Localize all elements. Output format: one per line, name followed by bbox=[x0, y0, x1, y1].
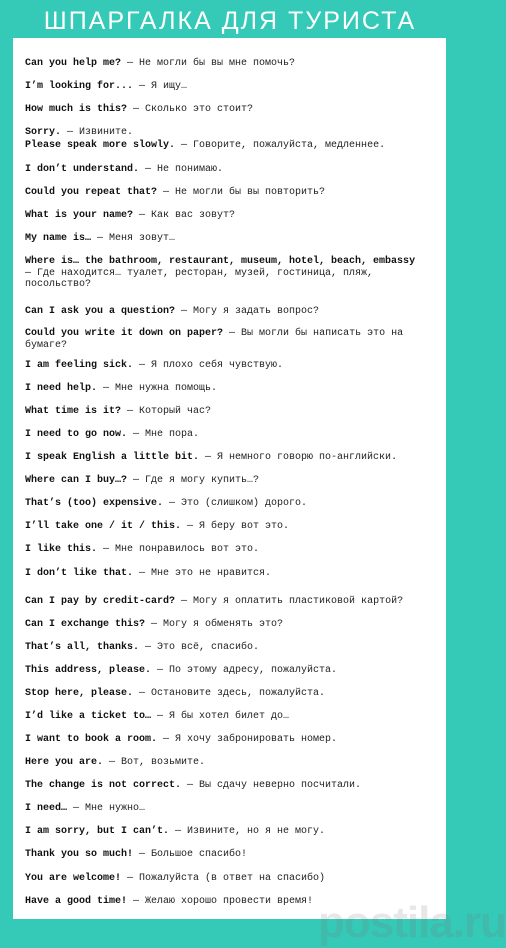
phrase-russian: — Не понимаю. bbox=[139, 164, 224, 175]
phrase-english: I’ll take one / it / this. bbox=[25, 521, 182, 532]
phrase-russian: — Как вас зовут? bbox=[133, 210, 236, 221]
phrase-english: I want to book a room. bbox=[25, 734, 158, 745]
phrase-english: Here you are. bbox=[25, 757, 104, 768]
phrase-russian: — Не могли бы вы повторить? bbox=[157, 187, 326, 198]
phrase-english: Could you write it down on paper? bbox=[25, 328, 224, 339]
phrase-russian: — Могу я задать вопрос? bbox=[175, 306, 320, 317]
phrase-russian: — Мне понравилось вот это. bbox=[97, 544, 260, 555]
phrase-russian: — Мне пора. bbox=[127, 429, 200, 440]
phrase-item bbox=[25, 711, 425, 723]
phrase-english: I don’t like that. bbox=[25, 568, 134, 579]
phrase-russian: — Могу я обменять это? bbox=[145, 619, 284, 630]
phrase-item bbox=[25, 81, 425, 93]
phrase-russian: — Меня зовут… bbox=[91, 233, 176, 244]
phrase-item bbox=[25, 210, 425, 222]
phrase-russian: — Я немного говорю по-английски. bbox=[199, 452, 398, 463]
phrase-english: Can I pay by credit-card? bbox=[25, 596, 176, 607]
phrase-english: I need help. bbox=[25, 383, 98, 394]
phrase-russian: — Пожалуйста (в ответ на спасибо) bbox=[121, 873, 326, 884]
phrase-english: I like this. bbox=[25, 544, 98, 555]
phrase-item bbox=[25, 896, 425, 908]
phrase-english: Can I exchange this? bbox=[25, 619, 146, 630]
phrase-russian: — По этому адресу, пожалуйста. bbox=[151, 665, 338, 676]
phrase-item bbox=[25, 383, 425, 395]
phrase-russian: — Мне нужно… bbox=[67, 803, 146, 814]
phrase-english: I don’t understand. bbox=[25, 164, 140, 175]
phrase-english: Where can I buy…? bbox=[25, 475, 128, 486]
phrase-russian: — Я беру вот это. bbox=[181, 521, 290, 532]
phrase-item bbox=[25, 849, 425, 861]
phrase-russian: — Я ищу… bbox=[133, 81, 188, 92]
phrase-item bbox=[25, 406, 425, 418]
phrase-item bbox=[25, 780, 425, 792]
phrase-russian: — Вы сдачу неверно посчитали. bbox=[181, 780, 362, 791]
phrase-russian: — Вы могли бы написать это на бумаге? bbox=[25, 328, 404, 351]
phrase-card bbox=[13, 38, 506, 947]
phrase-russian: — Я хочу забронировать номер. bbox=[157, 734, 338, 745]
phrase-russian: — Говорите, пожалуйста, медленнее. bbox=[175, 140, 386, 151]
phrase-russian: — Это (слишком) дорого. bbox=[163, 498, 308, 509]
phrase-item bbox=[25, 826, 425, 838]
phrase-english: How much is this? bbox=[25, 104, 128, 115]
phrase-item bbox=[25, 360, 425, 372]
phrase-english: You are welcome! bbox=[25, 873, 122, 884]
phrase-english: I am feeling sick. bbox=[25, 360, 134, 371]
phrase-item bbox=[25, 568, 425, 580]
phrase-english: Thank you so much! bbox=[25, 849, 134, 860]
phrase-item bbox=[25, 803, 425, 815]
phrase-item bbox=[25, 233, 425, 245]
phrase-item bbox=[25, 619, 425, 631]
phrase-russian: — Не могли бы вы мне помочь? bbox=[121, 58, 296, 69]
phrase-item bbox=[25, 642, 425, 654]
phrase-russian: — Остановите здесь, пожалуйста. bbox=[133, 688, 326, 699]
phrase-russian: — Извините. bbox=[61, 127, 134, 138]
phrase-item bbox=[25, 256, 425, 291]
phrase-english: What is your name? bbox=[25, 210, 134, 221]
phrase-item bbox=[25, 140, 425, 152]
phrase-item bbox=[25, 665, 425, 677]
page-title: ШПАРГАЛКА ДЛЯ ТУРИСТА bbox=[43, 7, 417, 35]
phrase-item bbox=[25, 498, 425, 510]
phrase-item bbox=[25, 596, 425, 608]
phrase-english: I speak English a little bit. bbox=[25, 452, 200, 463]
phrase-russian: — Большое спасибо! bbox=[133, 849, 248, 860]
phrase-russian: — Мне это не нравится. bbox=[133, 568, 272, 579]
phrase-item bbox=[25, 873, 425, 885]
phrase-item bbox=[25, 734, 425, 746]
phrase-russian: — Вот, возьмите. bbox=[103, 757, 206, 768]
phrase-english: Can I ask you a question? bbox=[25, 306, 176, 317]
phrase-item bbox=[25, 306, 425, 318]
phrase-russian: — Мне нужна помощь. bbox=[97, 383, 218, 394]
phrase-item bbox=[25, 757, 425, 769]
phrase-russian: — Сколько это стоит? bbox=[127, 104, 254, 115]
phrase-english: That’s (too) expensive. bbox=[25, 498, 164, 509]
phrase-english: I need… bbox=[25, 803, 68, 814]
phrase-english: My name is… bbox=[25, 233, 92, 244]
phrase-russian: — Который час? bbox=[121, 406, 212, 417]
phrase-english: I’d like a ticket to… bbox=[25, 711, 152, 722]
phrase-english: I need to go now. bbox=[25, 429, 128, 440]
phrase-english: The change is not correct. bbox=[25, 780, 182, 791]
phrase-english: Could you repeat that? bbox=[25, 187, 158, 198]
phrase-item bbox=[25, 58, 425, 70]
phrase-item bbox=[25, 104, 425, 116]
phrase-english: Stop here, please. bbox=[25, 688, 134, 699]
phrase-russian: — Где я могу купить…? bbox=[127, 475, 260, 486]
phrase-russian: — Могу я оплатить пластиковой картой? bbox=[175, 596, 404, 607]
phrase-english: Please speak more slowly. bbox=[25, 140, 176, 151]
phrase-item bbox=[25, 452, 425, 464]
phrase-english: I’m looking for... bbox=[25, 81, 134, 92]
phrase-item bbox=[25, 429, 425, 441]
phrase-english: I am sorry, but I can’t. bbox=[25, 826, 170, 837]
phrase-english: Have a good time! bbox=[25, 896, 128, 907]
phrase-item bbox=[25, 688, 425, 700]
phrase-russian: — Где находится… туалет, ресторан, музей, гостиница, пляж, посольство? bbox=[25, 267, 374, 290]
phrase-russian: — Это всё, спасибо. bbox=[139, 642, 260, 653]
phrase-english: That’s all, thanks. bbox=[25, 642, 140, 653]
phrase-english: What time is it? bbox=[25, 406, 122, 417]
phrase-russian: — Извините, но я не могу. bbox=[169, 826, 326, 837]
phrase-russian: — Я плохо себя чувствую. bbox=[133, 360, 284, 371]
phrase-russian: — Я бы хотел билет до… bbox=[151, 711, 290, 722]
phrase-item bbox=[25, 328, 425, 351]
watermark-logo: postila.ru bbox=[318, 898, 506, 947]
phrase-english: This address, please. bbox=[25, 665, 152, 676]
phrase-item bbox=[25, 127, 425, 139]
phrase-russian: — Желаю хорошо провести время! bbox=[127, 896, 314, 907]
phrase-english: Sorry. bbox=[25, 127, 62, 138]
phrase-english: Can you help me? bbox=[25, 58, 122, 69]
phrase-item bbox=[25, 544, 425, 556]
phrase-english: Where is… the bathroom, restaurant, museum, hotel, beach, embassy bbox=[25, 256, 416, 267]
phrase-item bbox=[25, 475, 425, 487]
phrase-item bbox=[25, 521, 425, 533]
phrase-item bbox=[25, 164, 425, 176]
phrase-item bbox=[25, 187, 425, 199]
